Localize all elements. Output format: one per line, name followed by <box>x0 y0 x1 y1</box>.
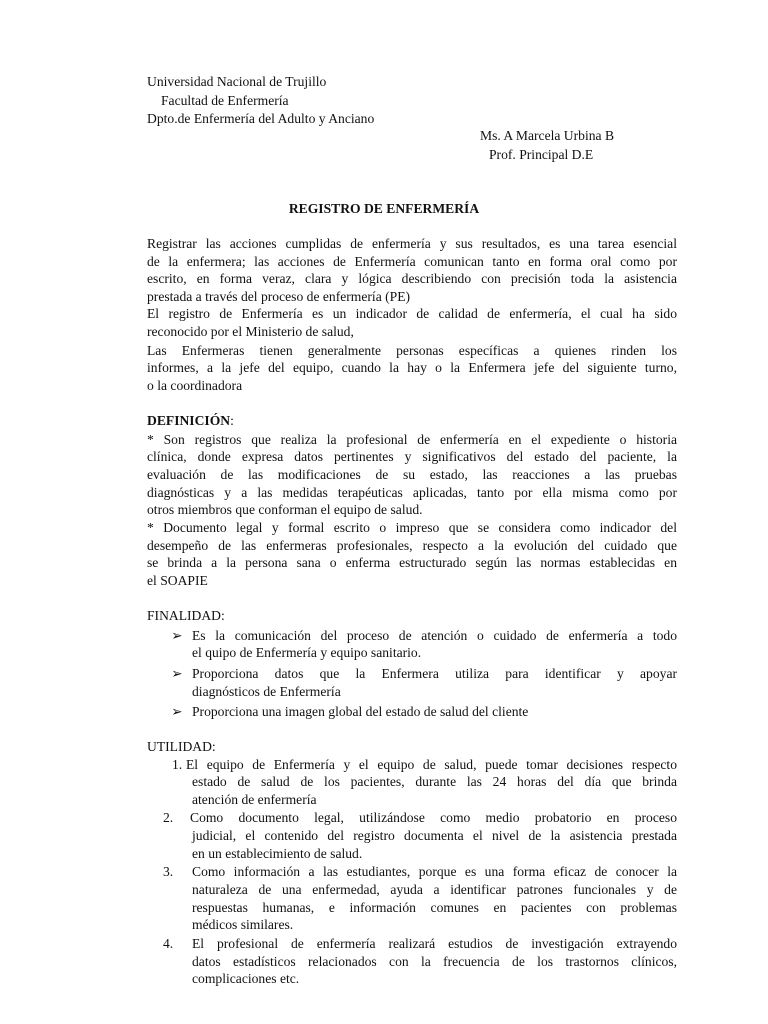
utilidad-item-line: en un establecimiento de salud. <box>192 846 363 861</box>
utilidad-item-line: médicos similares. <box>192 917 294 932</box>
intro-line: prestada a través del proceso de enfermería (PE) <box>147 289 411 304</box>
intro-line: Las Enfermeras tienen generalmente personas específicas a quienes rinden los <box>147 343 677 358</box>
faculty-name: Facultad de Enfermería <box>161 93 289 108</box>
utilidad-item-number: 2. <box>163 810 174 825</box>
definicion-line: desempeño de las enfermeras profesionales, respecto a la evolución del cuidado que <box>147 538 677 553</box>
finalidad-item-line: Proporciona datos que la Enfermera utiliza para identificar y apoyar <box>192 666 677 681</box>
bullet-arrow-icon: ➢ <box>171 704 183 719</box>
university-name: Universidad Nacional de Trujillo <box>147 74 327 89</box>
intro-line: reconocido por el Ministerio de salud, <box>147 324 354 339</box>
utilidad-item-line: Como información a las estudiantes, porque es una forma eficaz de conocer la <box>192 864 677 879</box>
intro-line: Registrar las acciones cumplidas de enfermería y sus resultados, es una tarea esencial <box>147 236 677 251</box>
utilidad-item-number: 1. <box>172 757 183 772</box>
definicion-line: evaluación de las modificaciones de su estado, las reacciones a las pruebas <box>147 467 677 482</box>
utilidad-item-line: naturaleza de una enfermedad, ayuda a identificar patrones funcionales y de <box>192 882 677 897</box>
author-name: Ms. A Marcela Urbina B <box>480 128 615 143</box>
definicion-heading-colon: : <box>230 413 234 428</box>
utilidad-item-line: datos estadísticos relacionados con la frecuencia de los trastornos clínicos, <box>192 954 677 969</box>
definicion-line: se brinda a la persona sana o enferma estructurado según las normas establecidas en <box>147 555 677 570</box>
definicion-heading-text: DEFINICIÓN <box>147 413 231 428</box>
bullet-arrow-icon: ➢ <box>171 628 183 643</box>
finalidad-item-line: Es la comunicación del proceso de atención o cuidado de enfermería a todo <box>192 628 677 643</box>
utilidad-item-line: atención de enfermería <box>192 792 317 807</box>
intro-line: o la coordinadora <box>147 378 243 393</box>
finalidad-item-line: Proporciona una imagen global del estado de salud del cliente <box>192 704 529 719</box>
intro-line: escrito, en forma veraz, clara y lógica describiendo con precisión toda la asistencia <box>147 271 677 286</box>
utilidad-heading: UTILIDAD: <box>147 739 216 754</box>
intro-line: El registro de Enfermería es un indicador de calidad de enfermería, el cual ha sido <box>147 306 677 321</box>
definicion-line: diagnósticas y a las medidas terapéuticas aplicadas, tanto por ella misma como por <box>147 485 677 500</box>
intro-line: informes, a la jefe del equipo, cuando la hay o la Enfermera jefe del siguiente turno, <box>147 360 677 375</box>
definicion-heading <box>147 412 234 430</box>
utilidad-item-line: Como documento legal, utilizándose como medio probatorio en proceso <box>190 810 677 825</box>
definicion-line: * Son registros que realiza la profesional de enfermería en el expediente o historia <box>147 432 677 447</box>
utilidad-item-number: 3. <box>163 864 174 879</box>
utilidad-item-line: El equipo de Enfermería y el equipo de salud, puede tomar decisiones respecto <box>186 757 677 772</box>
utilidad-item-line: estado de salud de los pacientes, durante las 24 horas del día que brinda <box>192 774 677 789</box>
definicion-line: * Documento legal y formal escrito o impreso que se considera como indicador del <box>147 520 677 535</box>
finalidad-item-line: diagnósticos de Enfermería <box>192 684 341 699</box>
utilidad-item-line: El profesional de enfermería realizará estudios de investigación extrayendo <box>192 936 677 951</box>
utilidad-item-line: respuestas humanas, e información comunes en pacientes con problemas <box>192 900 677 915</box>
department-name: Dpto.de Enfermería del Adulto y Anciano <box>147 111 375 126</box>
bullet-arrow-icon: ➢ <box>171 666 183 681</box>
utilidad-item-line: judicial, el contenido del registro documenta el nivel de la asistencia prestada <box>192 828 677 843</box>
utilidad-item-line: complicaciones etc. <box>192 971 300 986</box>
utilidad-item-number: 4. <box>163 936 174 951</box>
definicion-line: clínica, donde expresa datos pertinentes y significativos del estado del paciente, la <box>147 449 677 464</box>
definicion-line: otros miembros que conforman el equipo de salud. <box>147 502 423 517</box>
intro-line: de la enfermera; las acciones de Enfermería comunican tanto en forma oral como por <box>147 254 677 269</box>
definicion-line: el SOAPIE <box>147 573 208 588</box>
document-title: REGISTRO DE ENFERMERÍA <box>288 201 480 216</box>
finalidad-item-line: el quipo de Enfermería y equipo sanitario. <box>192 645 422 660</box>
author-role: Prof. Principal D.E <box>489 147 594 162</box>
finalidad-heading: FINALIDAD: <box>147 608 225 623</box>
